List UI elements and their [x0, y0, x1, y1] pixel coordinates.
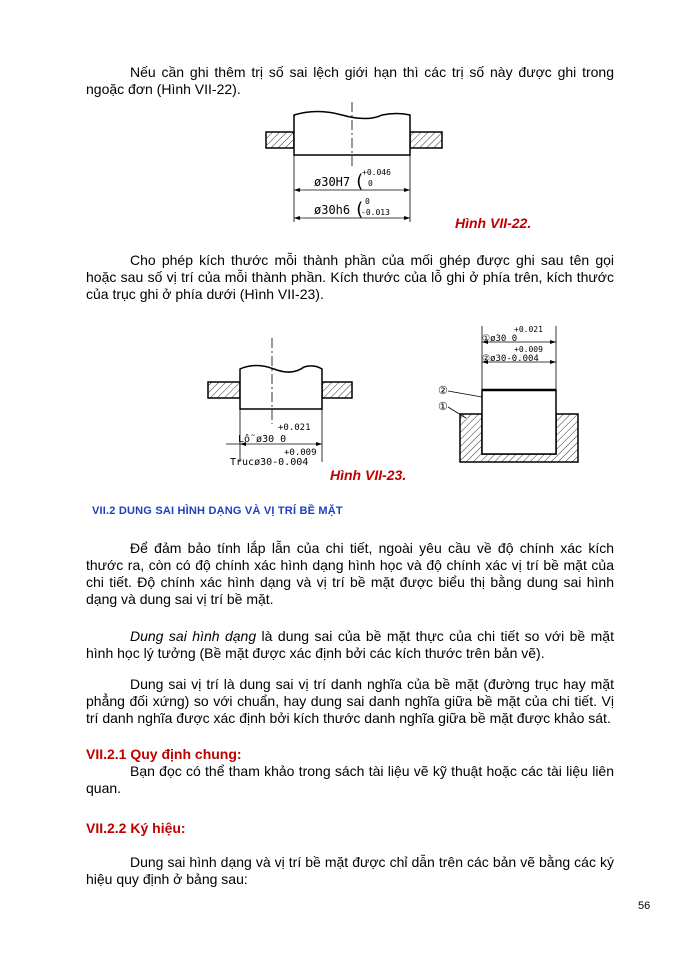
caption-fig-23: Hình VII-23.	[330, 467, 407, 483]
paragraph-reference: Bạn đọc có thể tham khảo trong sách tài liệu vẽ kỹ thuật hoặc các tài liệu liên quan.	[86, 763, 614, 796]
figure-vii-22	[262, 100, 462, 230]
inserted-part	[482, 390, 556, 454]
paragraph-position-tolerance: Dung sai vị trí là dung sai vị trí danh nghĩa của bề mặt (đường trục hay mặt phẳng đối xứng) so với chuẩn, hay dung sai danh nghĩa giữa bề mặt của chi tiết. Vị trí danh nghĩa được xác định bởi kích thước danh nghĩa giữa bề mặt được khảo sát.	[86, 676, 614, 726]
left-housing	[208, 382, 240, 398]
row2-label: ②ø30-0.004	[482, 354, 539, 364]
row1-label: ①ø30 0	[482, 334, 518, 344]
dim-hole: ø30H7	[314, 175, 351, 189]
figure-vii-23-right	[436, 322, 606, 462]
dim-shaft: ø30h6	[314, 203, 351, 217]
dim-shaft-upper: 0	[365, 197, 370, 206]
hole-upper-dev: +0.021	[278, 423, 311, 433]
figure-vii-23-left	[196, 334, 366, 474]
row2-upper: +0.009	[514, 345, 543, 354]
paragraph-accuracy: Để đảm bảo tính lắp lẫn của chi tiết, ngoài yêu cầu về độ chính xác kích thước ra, còn có độ chính xác hình dạng hình học và độ chính xác vị trí bề mặt của chi tiết. Độ chính xác hình dạng và vị trí bề mặt được biểu thị bằng dung sai hình dạng và dung sai vị trí bề mặt.	[86, 540, 614, 607]
section-heading: VII.2 DUNG SAI HÌNH DẠNG VÀ VỊ TRÍ BỀ MẶT	[92, 505, 343, 517]
dim-shaft-lower: -0.013	[361, 208, 390, 217]
paragraph-intro: Nếu cần ghi thêm trị số sai lệch giới hạn thì các trị số này được ghi trong ngoặc đơn (Hình VII-22).	[86, 64, 614, 97]
right-housing	[322, 382, 352, 398]
dim-hole-lower: 0	[368, 179, 373, 188]
subheading-general: VII.2.1 Quy định chung:	[86, 746, 242, 762]
marker-2: ②	[438, 384, 448, 397]
hole-label: Lỗ ø30 0	[238, 434, 287, 445]
row1-upper: +0.021	[514, 325, 543, 334]
svg-text:(: (	[354, 171, 365, 192]
shaft-upper-dev: +0.009	[284, 448, 317, 458]
subheading-symbols: VII.2.2 Ký hiệu:	[86, 820, 186, 836]
right-housing	[410, 132, 442, 148]
paragraph-fit-notation: Cho phép kích thước mỗi thành phần của mối ghép được ghi sau tên gọi hoặc sau số vị trí của mỗi thành phần. Kích thước của lỗ ghi ở phía trên, kích thước của trục ghi ở phía dưới (Hình VII-23).	[86, 252, 614, 302]
definition-form-tolerance: là dung sai của bề mặt thực của chi tiết so với bề mặt hình học lý tưởng (Bề mặt được xác định bởi các kích thước trên bản vẽ).	[86, 628, 614, 661]
page-number: 56	[638, 900, 651, 912]
paragraph-symbols: Dung sai hình dạng và vị trí bề mặt được chỉ dẫn trên các bản vẽ bằng các ký hiệu quy định ở bảng sau:	[86, 854, 614, 887]
svg-text:(: (	[354, 199, 365, 220]
term-form-tolerance: Dung sai hình dạng	[130, 628, 257, 644]
shaft-body	[240, 366, 322, 410]
shaft-label: Trucø30-0.004	[230, 457, 309, 468]
left-housing	[266, 132, 294, 148]
caption-fig-22: Hình VII-22.	[455, 215, 532, 231]
marker-1: ①	[438, 400, 448, 413]
dim-hole-upper: +0.046	[362, 168, 391, 177]
paragraph-form-tolerance	[86, 628, 614, 662]
